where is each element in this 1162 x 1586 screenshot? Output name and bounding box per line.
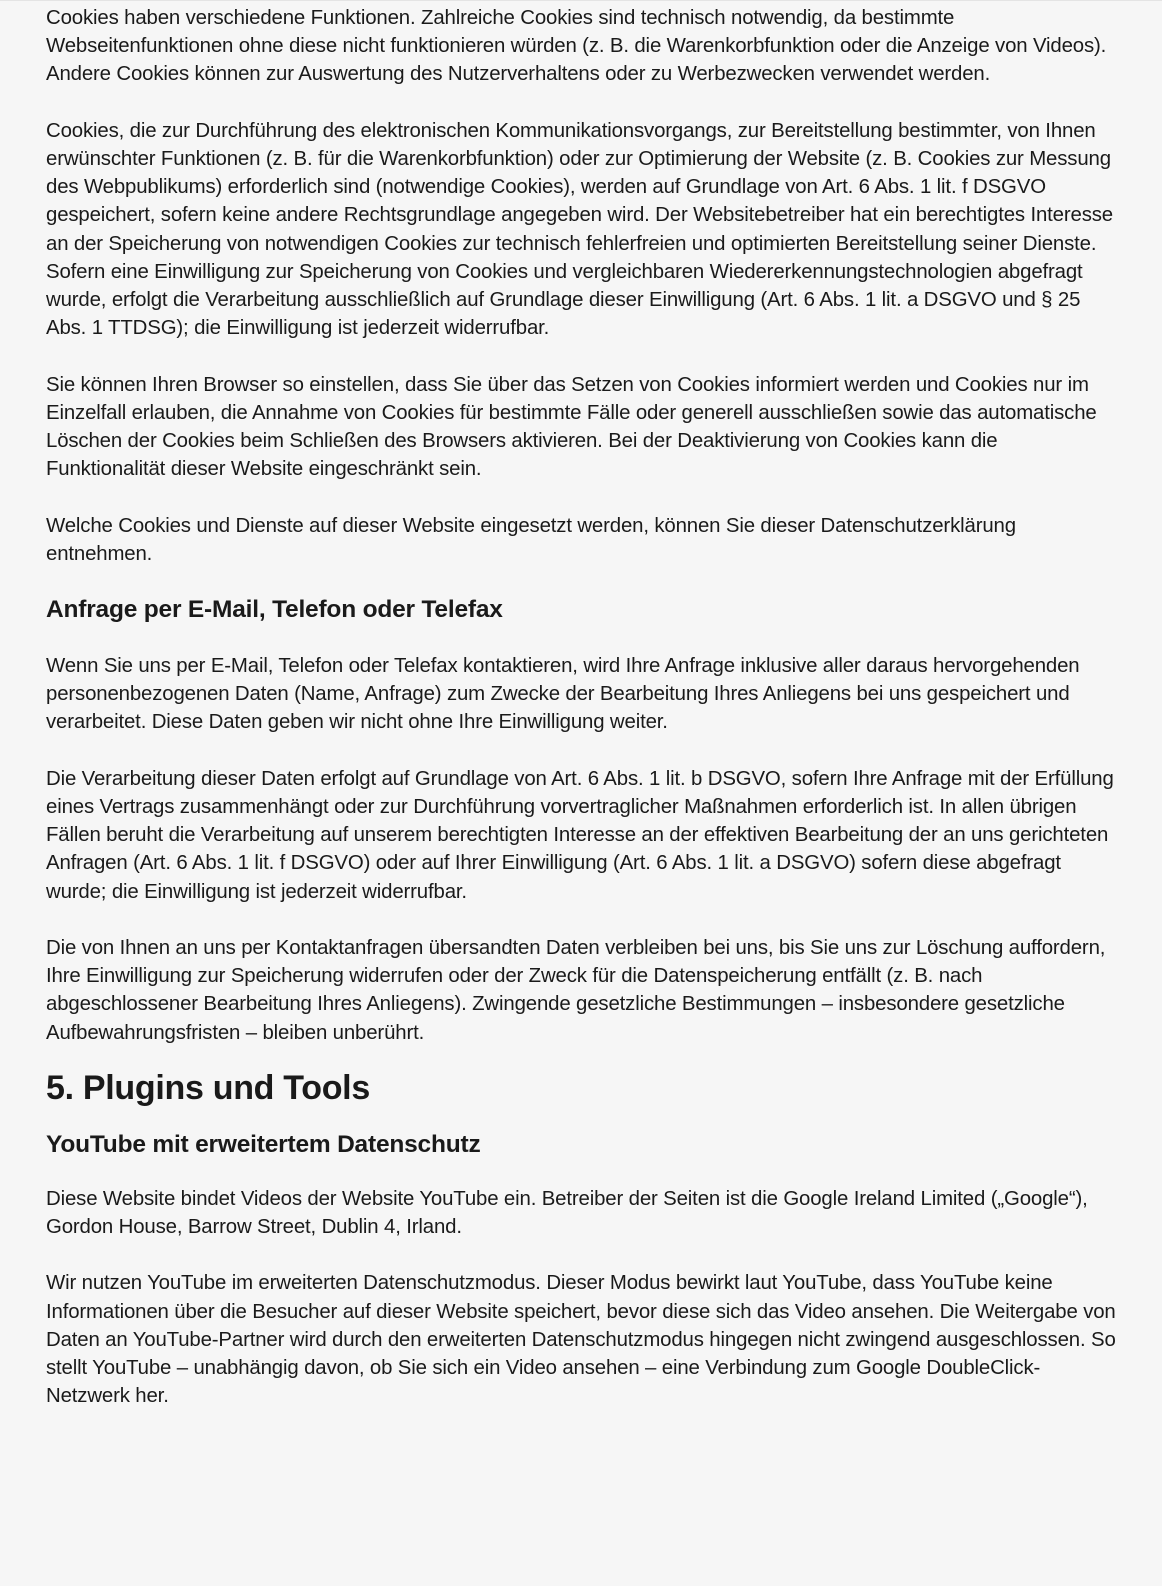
- inquiry-paragraph-1: Wenn Sie uns per E-Mail, Telefon oder Telefax kontaktieren, wird Ihre Anfrage inklusive aller daraus hervorgehenden personenbezogenen Daten (Name, Anfrage) zum Zwecke der Bearbeitung Ihres Anliegens bei uns gespeichert und verarbeitet. Diese Daten geben wir nicht ohne Ihre Einwilligung weiter.: [46, 655, 1080, 734]
- inquiry-heading: Anfrage per E-Mail, Telefon oder Telefax: [46, 596, 503, 624]
- cookies-paragraph-4: Welche Cookies und Dienste auf dieser Website eingesetzt werden, können Sie dieser Datenschutzerklärung entnehmen.: [46, 514, 1016, 565]
- youtube-paragraph-2: Wir nutzen YouTube im erweiterten Datenschutzmodus. Dieser Modus bewirkt laut YouTube, dass YouTube keine Informationen über die Besucher auf dieser Website speichert, bevor diese sich das Video ansehen. Die Weitergabe von Daten an YouTube-Partner wird durch den erweiterten Datenschutzmodus hingegen nicht zwingend ausgeschlossen. So stellt YouTube – unabhängig davon, ob Sie sich ein Video ansehen – eine Verbindung zum Google DoubleClick-Netzwerk her.: [46, 1272, 1116, 1408]
- inquiry-paragraph-3: Die von Ihnen an uns per Kontaktanfragen übersandten Daten verbleiben bei uns, bis Sie uns zur Löschung auffordern, Ihre Einwilligung zur Speicherung widerrufen oder der Zweck für die Datenspeicherung entfällt (z. B. nach abgeschlossener Bearbeitung Ihres Anliegens). Zwingende gesetzliche Bestimmungen – insbesondere gesetzliche Aufbewahrungsfristen – bleiben unberührt.: [46, 937, 1106, 1044]
- plugins-section-heading: 5. Plugins und Tools: [46, 1068, 370, 1107]
- cookies-paragraph-1: Cookies haben verschiedene Funktionen. Zahlreiche Cookies sind technisch notwendig, da bestimmte Webseitenfunktionen ohne diese nicht funktionieren würden (z. B. die Warenkorbfunktion oder die Anzeige von Videos). Andere Cookies können zur Auswertung des Nutzerverhaltens oder zu Werbezwecken verwendet werden.: [46, 7, 1107, 86]
- cookies-paragraph-3: Sie können Ihren Browser so einstellen, dass Sie über das Setzen von Cookies informiert werden und Cookies nur im Einzelfall erlauben, die Annahme von Cookies für bestimmte Fälle oder generell ausschließen sowie das automatische Löschen der Cookies beim Schließen des Browsers aktivieren. Bei der Deaktivierung von Cookies kann die Funktionalität dieser Website eingeschränkt sein.: [46, 373, 1097, 481]
- inquiry-paragraph-2: Die Verarbeitung dieser Daten erfolgt auf Grundlage von Art. 6 Abs. 1 lit. b DSGVO, sofern Ihre Anfrage mit der Erfüllung eines Vertrags zusammenhängt oder zur Durchführung vorvertraglicher Maßnahmen erforderlich ist. In allen übrigen Fällen beruht die Verarbeitung auf unserem berechtigten Interesse an der effektiven Bearbeitung der an uns gerichteten Anfragen (Art. 6 Abs. 1 lit. f DSGVO) oder auf Ihrer Einwilligung (Art. 6 Abs. 1 lit. a DSGVO) sofern diese abgefragt wurde; die Einwilligung ist jederzeit widerrufbar.: [46, 767, 1114, 903]
- cookies-paragraph-2: Cookies, die zur Durchführung des elektronischen Kommunikationsvorgangs, zur Bereitstellung bestimmter, von Ihnen erwünschter Funktionen (z. B. für die Warenkorbfunktion) oder zur Optimierung der Website (z. B. Cookies zur Messung des Webpublikums) erforderlich sind (notwendige Cookies), werden auf Grundlage von Art. 6 Abs. 1 lit. f DSGVO gespeichert, sofern keine andere Rechtsgrundlage angegeben wird. Der Websitebetreiber hat ein berechtigtes Interesse an der Speicherung von notwendigen Cookies zur technisch fehlerfreien und optimierten Bereitstellung seiner Dienste. Sofern eine Einwilligung zur Speicherung von Cookies und vergleichbaren Wiedererkennungstechnologien abgefragt wurde, erfolgt die Verarbeitung ausschließlich auf Grundlage dieser Einwilligung (Art. 6 Abs. 1 lit. a DSGVO und § 25 Abs. 1 TTDSG); die Einwilligung ist jederzeit widerrufbar.: [46, 119, 1113, 340]
- youtube-heading: YouTube mit erweitertem Datenschutz: [46, 1130, 481, 1158]
- youtube-paragraph-1: Diese Website bindet Videos der Website YouTube ein. Betreiber der Seiten ist die Google Ireland Limited („Google“), Gordon House, Barrow Street, Dublin 4, Irland.: [46, 1187, 1088, 1239]
